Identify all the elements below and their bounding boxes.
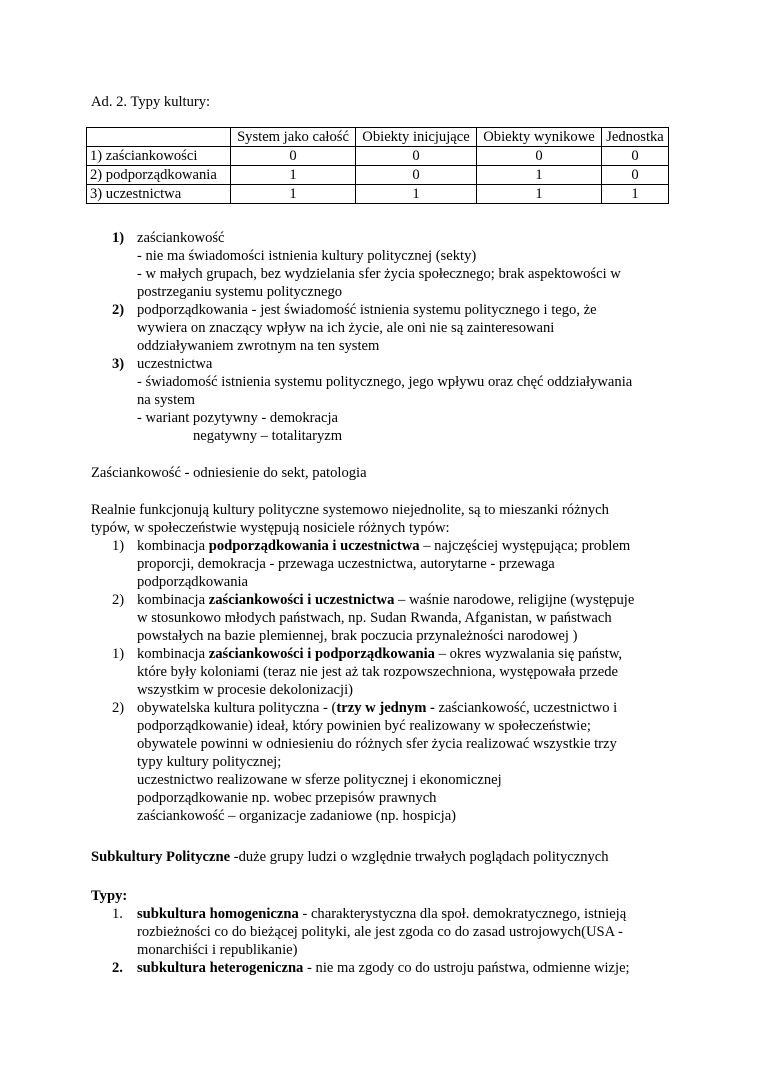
list-item-line: podporządkowanie) ideał, który powinien być realizowany w społeczeństwie; <box>137 718 591 734</box>
text-span: – waśnie narodowe, religijne (występuje <box>394 592 635 608</box>
bold-term: zaściankowości i uczestnictwa <box>208 592 395 608</box>
table-cell: 1 <box>231 185 356 204</box>
table-cell: 1) zaściankowości <box>87 147 231 166</box>
table-cell: 1 <box>231 166 356 185</box>
table-cell: 2) podporządkowania <box>87 166 231 185</box>
list-item-line: negatywny – totalitaryzm <box>193 428 343 444</box>
list-item-line: rozbieżności co do bieżącej polityki, ale jest zgoda co do zasad ustrojowych(USA - <box>137 924 623 940</box>
bold-term: podporządkowania i uczestnictwa <box>208 538 420 554</box>
table-header-row <box>87 128 669 147</box>
list-marker: 2) <box>112 592 125 608</box>
table-cell: 0 <box>356 166 477 185</box>
list-item-line: postrzeganiu systemu politycznego <box>137 284 343 300</box>
table-cell: 0 <box>356 147 477 166</box>
table-header-cell <box>87 128 231 147</box>
list-item-line: w stosunkowo młodych państwach, np. Sudan Rwanda, Afganistan, w państwach <box>137 610 612 626</box>
list-item-line: proporcji, demokracja - przewaga uczestnictwa, autorytarne - przewaga <box>137 556 555 572</box>
list-item-line: monarchiści i republikanie) <box>137 942 298 958</box>
table-cell: 0 <box>602 166 669 185</box>
text-span: obywatelska kultura polityczna - ( <box>137 700 337 716</box>
text-span: kombinacja <box>137 646 209 662</box>
table-row <box>87 185 669 204</box>
list-item-line: które były koloniami (teraz nie jest aż tak rozpowszechniona, występowała przede <box>137 664 619 680</box>
table-cell: 1 <box>356 185 477 204</box>
list-marker: 3) <box>112 356 125 372</box>
list-item-line: uczestnictwa <box>137 356 213 372</box>
table-cell: 3) uczestnictwa <box>87 185 231 204</box>
table-header-cell: Obiekty wynikowe <box>477 128 602 147</box>
list-item-line <box>137 959 630 977</box>
list-marker: 1) <box>112 538 125 554</box>
list-marker: 1) <box>112 646 125 662</box>
list-item-line: wywiera on znaczący wpływ na ich życie, ale oni nie są zainteresowani <box>137 320 555 336</box>
list-item-line: uczestnictwo realizowane w sferze politycznej i ekonomicznej <box>137 772 502 788</box>
list-item-line <box>137 591 634 609</box>
list-item-line <box>137 537 630 555</box>
text-span: kombinacja <box>137 538 209 554</box>
bold-term: subkultura heterogeniczna <box>137 960 304 976</box>
bold-term: zaściankowości i podporządkowania <box>208 646 435 662</box>
bold-term: trzy w jednym - <box>336 700 435 716</box>
table-cell: 1 <box>477 166 602 185</box>
list-item-line: wszystkim w procesie dekolonizacji) <box>137 682 354 698</box>
bold-term: Subkultury Polityczne <box>91 849 231 865</box>
table-cell: 1 <box>477 185 602 204</box>
list-item-line: oddziaływaniem zwrotnym na ten system <box>137 338 380 354</box>
culture-types-table <box>86 127 669 204</box>
bold-term: subkultura homogeniczna <box>137 906 299 922</box>
text-span: -duże grupy ludzi o względnie trwałych poglądach politycznych <box>230 849 609 865</box>
text-span: – najczęściej występująca; problem <box>419 538 631 554</box>
text-span: – okres wyzwalania się państw, <box>434 646 623 662</box>
list-item-line: podporządkowanie np. wobec przepisów prawnych <box>137 790 437 806</box>
list-item-line <box>137 645 622 663</box>
list-marker: 2) <box>112 302 125 318</box>
list-item-line: na system <box>137 392 195 408</box>
list-item-line: powstałych na bazie plemiennej, brak poczucia przynależności narodowej ) <box>137 628 578 644</box>
list-item-line <box>137 905 626 923</box>
list-marker: 1. <box>112 906 123 922</box>
table-cell: 0 <box>231 147 356 166</box>
subkultury-definition <box>91 848 609 866</box>
table-row <box>87 166 669 185</box>
table-cell: 0 <box>477 147 602 166</box>
list-item-line: podporządkowania - jest świadomość istnienia systemu politycznego i tego, że <box>137 302 597 318</box>
paragraph: Zaściankowość - odniesienie do sekt, patologia <box>91 465 367 481</box>
text-span: - charakterystyczna dla społ. demokratycznego, istnieją <box>298 906 627 922</box>
table-row <box>87 147 669 166</box>
list-item-line: - świadomość istnienia systemu politycznego, jego wpływu oraz chęć oddziaływania <box>137 374 633 390</box>
text-span: kombinacja <box>137 592 209 608</box>
list-item-line: zaściankowość – organizacje zadaniowe (np. hospicja) <box>137 808 457 824</box>
list-marker: 2) <box>112 700 125 716</box>
text-span: zaściankowość, uczestnictwo i <box>434 700 618 716</box>
list-item-line: - w małych grupach, bez wydzielania sfer życia społecznego; brak aspektowości w <box>137 266 621 282</box>
list-item-line: - wariant pozytywny - demokracja <box>137 410 338 426</box>
table-cell: 0 <box>602 147 669 166</box>
list-marker: 1) <box>112 230 125 246</box>
paragraph-line: Realnie funkcjonują kultury polityczne systemowo niejednolite, są to mieszanki różnych <box>91 502 609 518</box>
list-marker: 2. <box>112 960 123 976</box>
list-item-line: zaściankowość <box>137 230 225 246</box>
table-header-cell: System jako całość <box>231 128 356 147</box>
list-item-line: podporządkowania <box>137 574 249 590</box>
table-header-cell: Obiekty inicjujące <box>356 128 477 147</box>
text-span: - nie ma zgody co do ustroju państwa, odmienne wizje; <box>303 960 630 976</box>
typy-heading: Typy: <box>91 888 128 904</box>
paragraph-line: typów, w społeczeństwie występują nosiciele różnych typów: <box>91 520 450 536</box>
section-heading: Ad. 2. Typy kultury: <box>91 94 211 110</box>
table-header-cell: Jednostka <box>602 128 669 147</box>
list-item-line: - nie ma świadomości istnienia kultury politycznej (sekty) <box>137 248 477 264</box>
list-item-line: obywatele powinni w odniesieniu do różnych sfer życia realizować wszystkie trzy <box>137 736 617 752</box>
list-item-line: typy kultury politycznej; <box>137 754 282 770</box>
list-item-line <box>137 699 617 717</box>
table-cell: 1 <box>602 185 669 204</box>
